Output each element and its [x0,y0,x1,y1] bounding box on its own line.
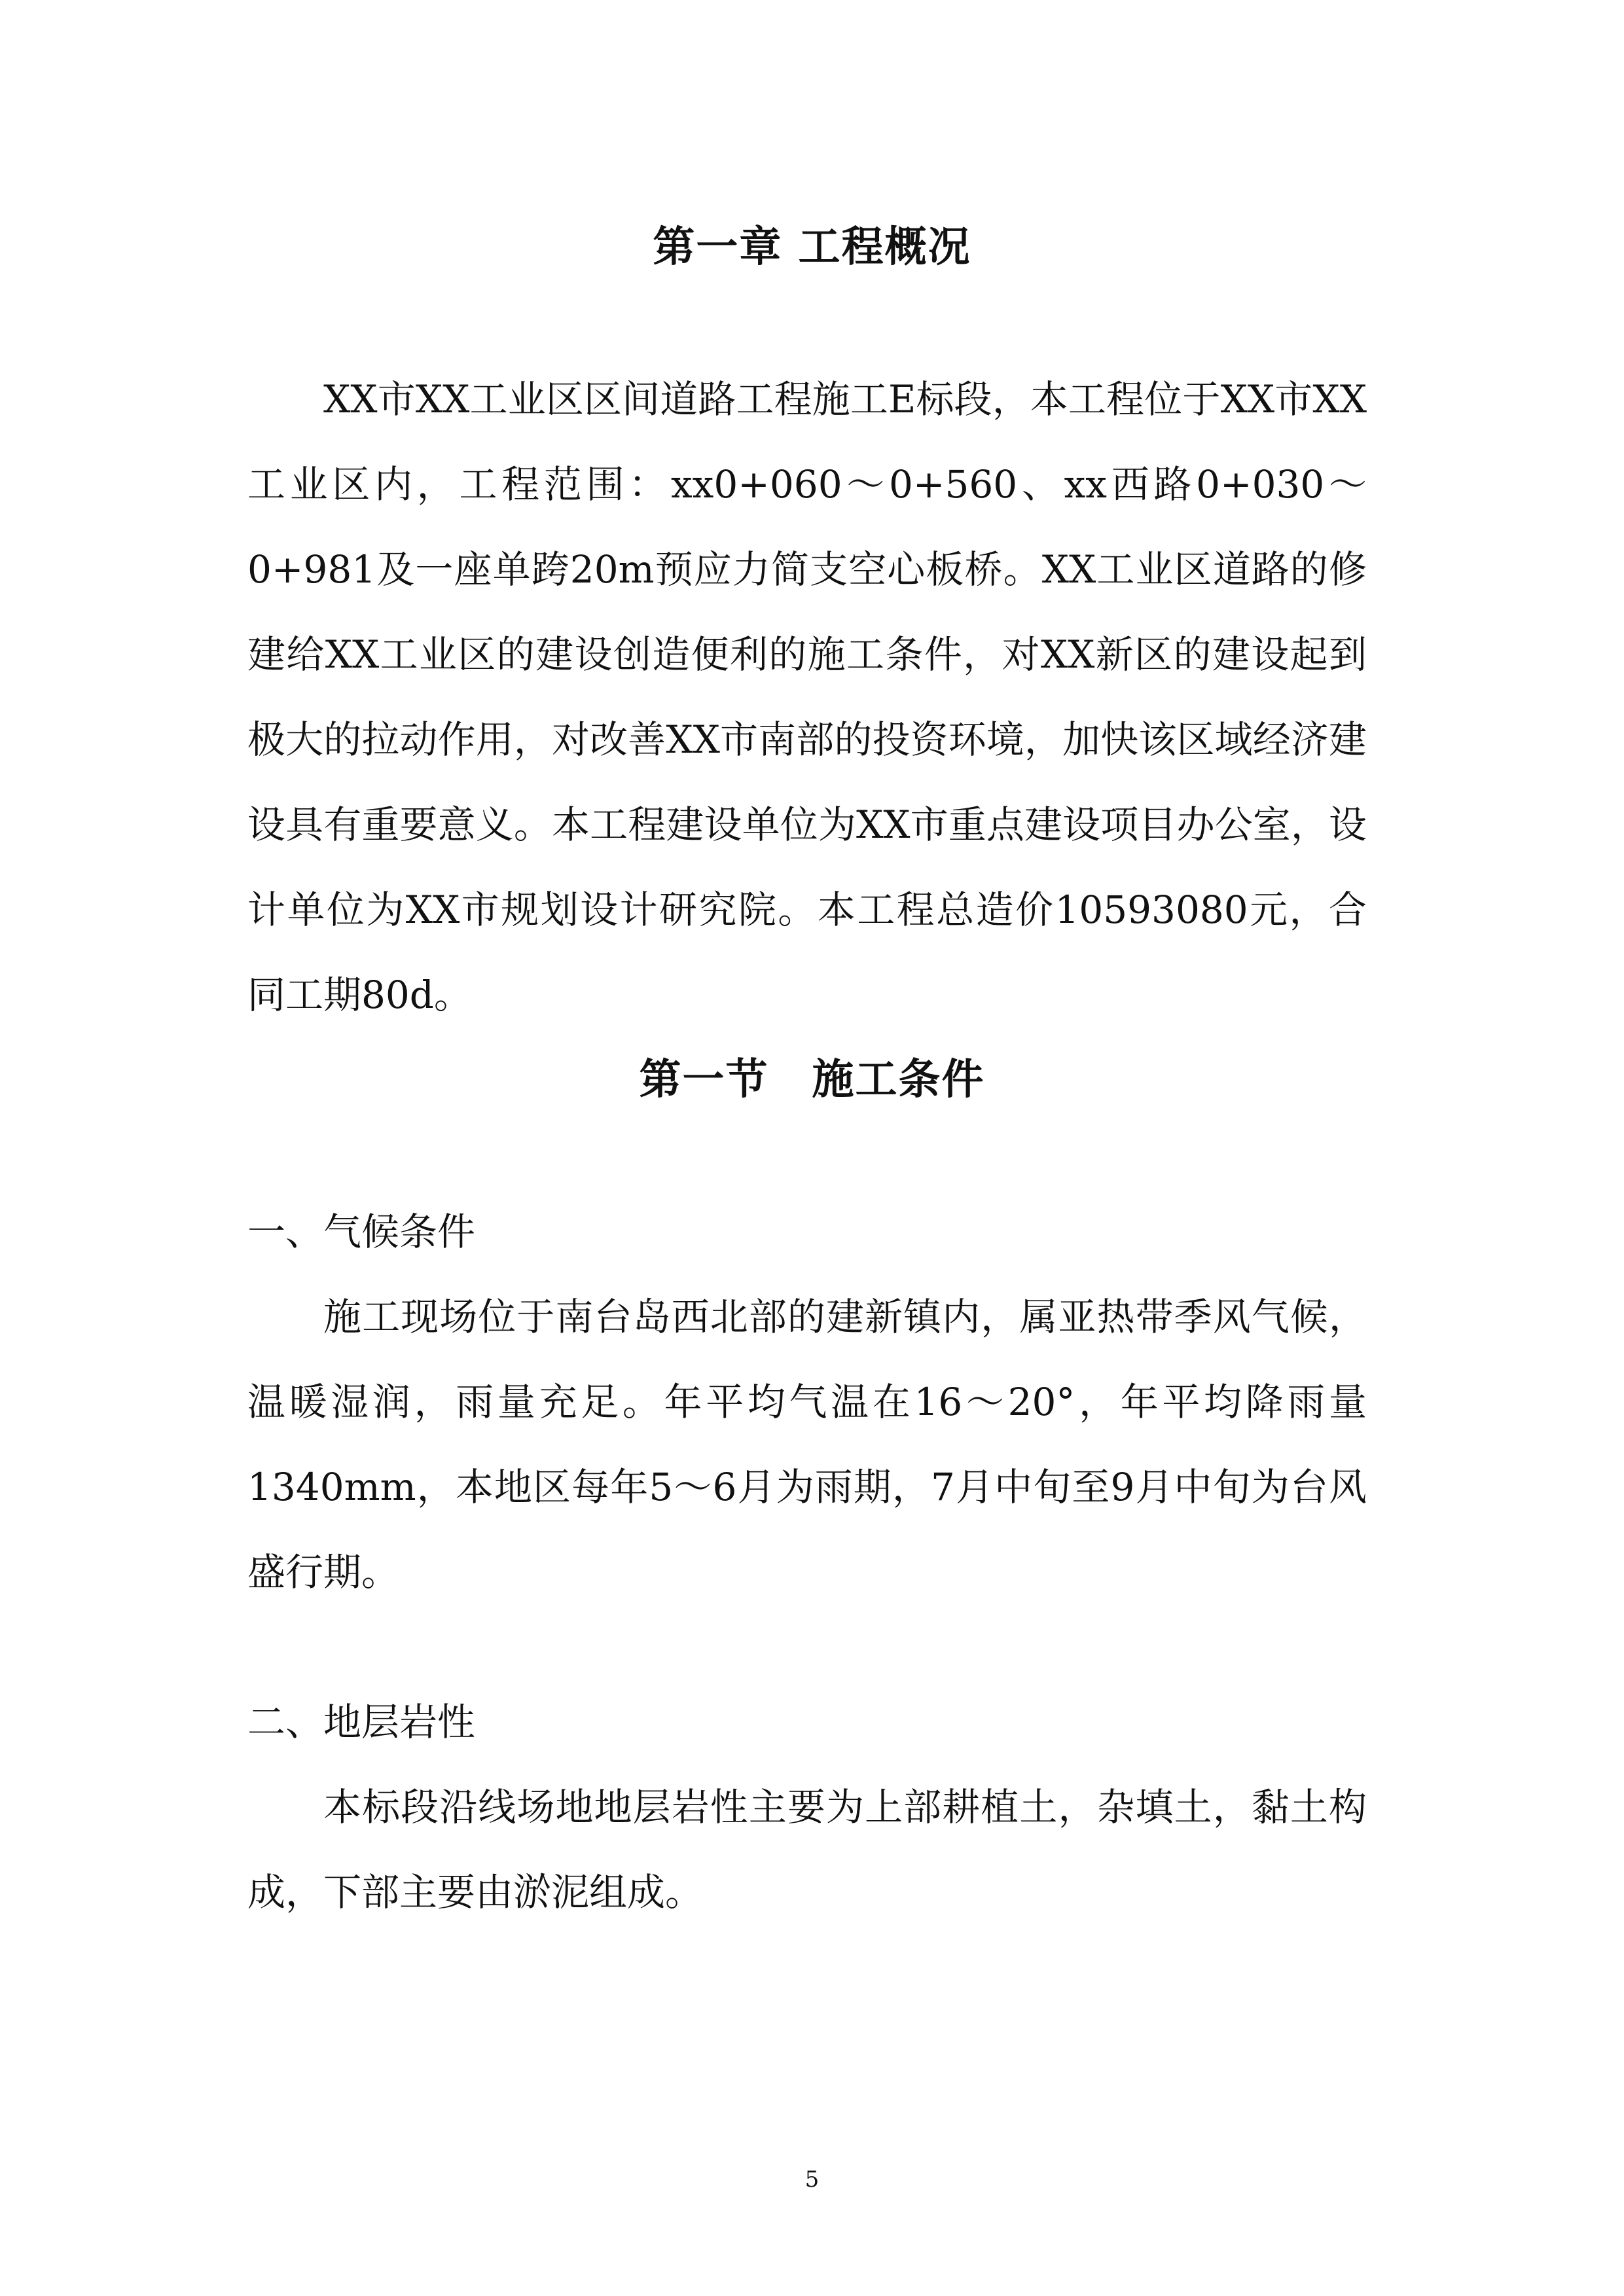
strata-heading: 二、地层岩性 [247,1700,476,1744]
climate-paragraph: 施工现场位于南台岛西北部的建新镇内，属亚热带季风气候，温暖湿润，雨量充足。年平均气温在16～20°，年平均降雨量1340mm，本地区每年5～6月为雨期，7月中旬至9月中旬为台风盛行期。 [247,1295,1367,1594]
page-number: 5 [804,2166,820,2193]
climate-heading: 一、气候条件 [247,1210,476,1254]
section-title: 第一节 施工条件 [639,1056,985,1104]
intro-paragraph: XX市XX工业区区间道路工程施工E标段，本工程位于XX市XX工业区内，工程范围：xx0+060～0+560、xx西路0+030～0+981及一座单跨20m预应力简支空心板桥。XX工业区道路的修建给XX工业区的建设创造便利的施工条件，对XX新区的建设起到极大的拉动作用，对改善XX市南部的投资环境，加快该区域经济建设具有重要意义。本工程建设单位为XX市重点建设项目办公室，设计单位为XX市规划设计研究院。本工程总造价10593080元，合同工期80d。 [247,377,1367,1017]
strata-paragraph: 本标段沿线场地地层岩性主要为上部耕植土，杂填土，黏土构成，下部主要由淤泥组成。 [247,1785,1367,1914]
chapter-title: 第一章 工程概况 [653,223,971,272]
